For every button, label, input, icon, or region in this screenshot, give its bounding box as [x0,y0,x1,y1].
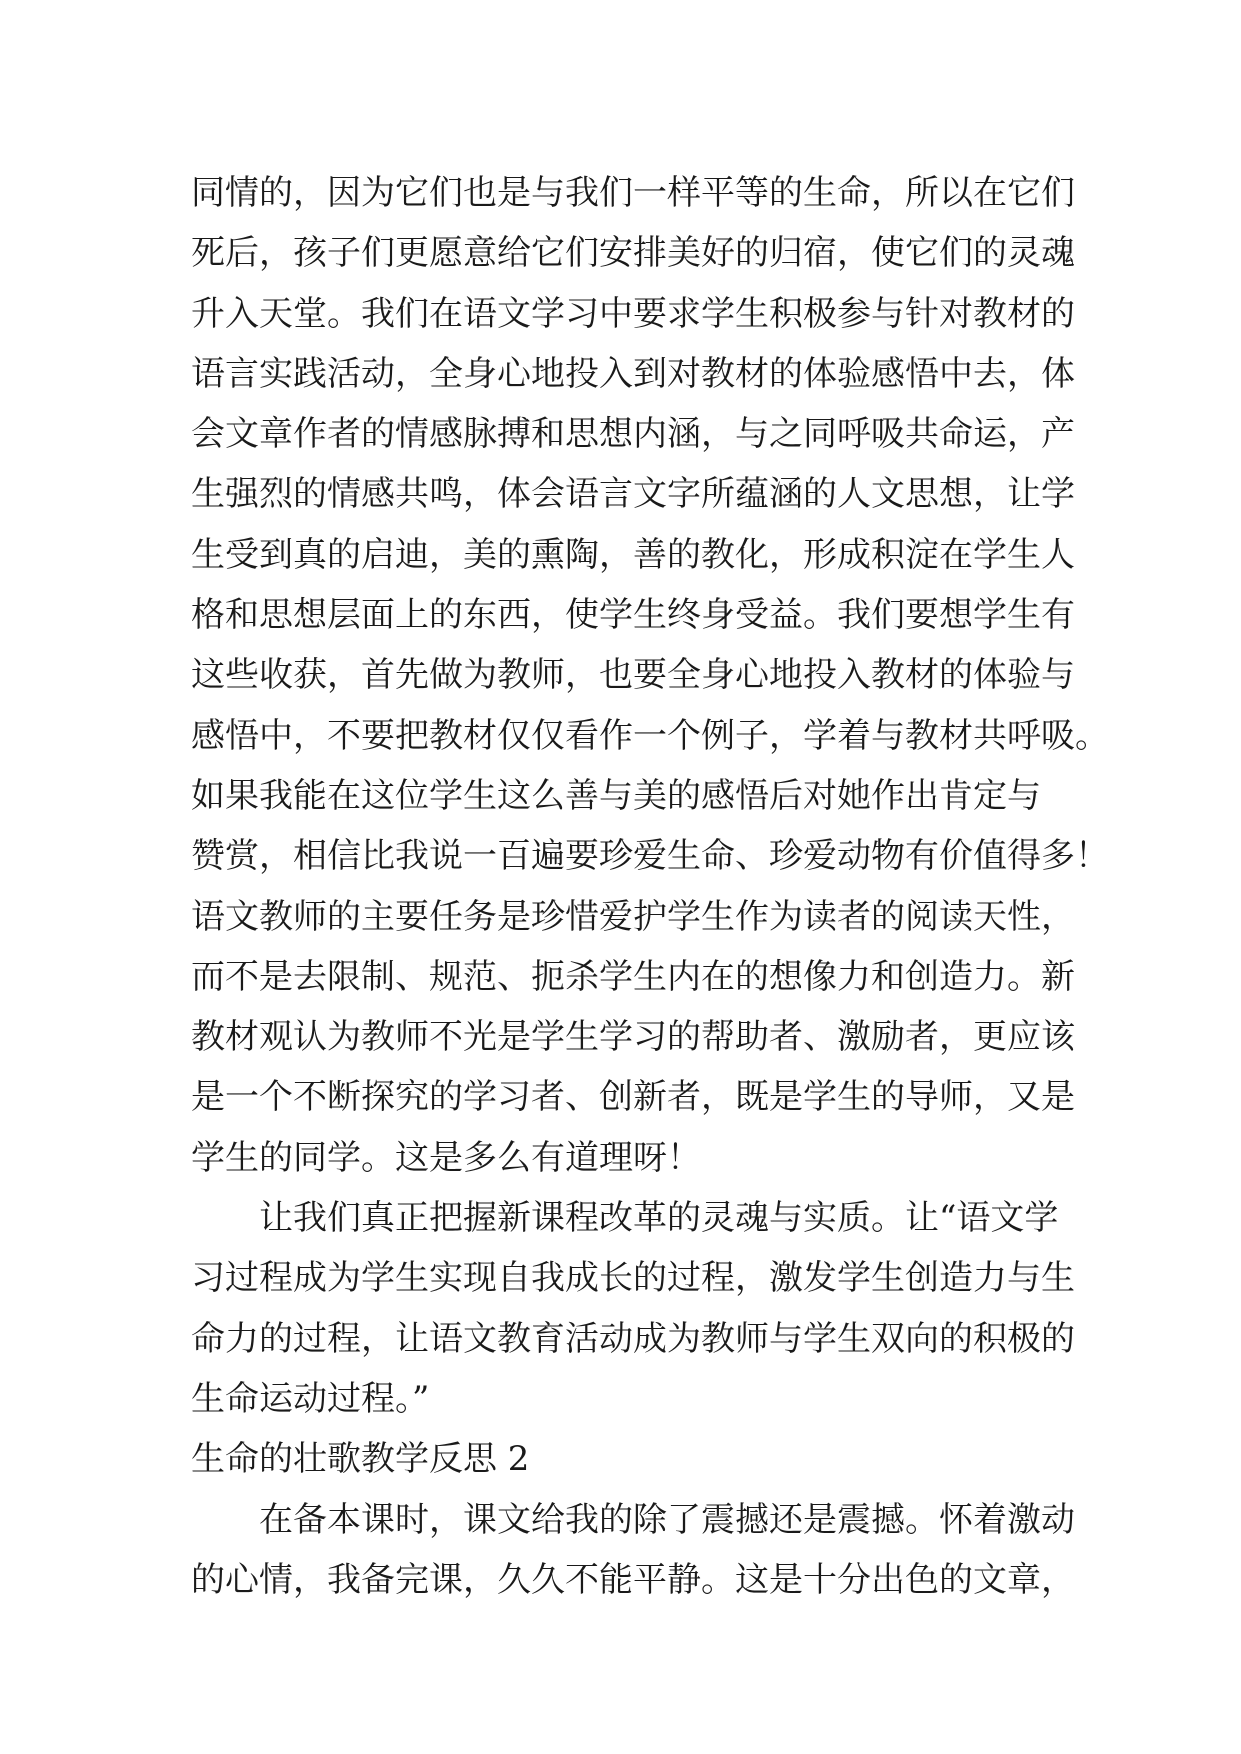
text-line: 同情的，因为它们也是与我们一样平等的生命，所以在它们 [191,173,1075,213]
text-line: 格和思想层面上的东西，使学生终身受益。我们要想学生有 [191,595,1075,636]
text-line: 是一个不断探究的学习者、创新者，既是学生的导师，又是 [191,1077,1075,1118]
text-line: 生受到真的启迪，美的熏陶，善的教化，形成积淀在学生人 [191,534,1075,575]
text-line: 会文章作者的情感脉搏和思想内涵，与之同呼吸共命运，产 [191,414,1075,455]
text-line: 而不是去限制、规范、扼杀学生内在的想像力和创造力。新 [191,956,1075,997]
text-line: 教材观认为教师不光是学生学习的帮助者、激励者，更应该 [191,1017,1075,1058]
paragraph-start-line: 让我们真正把握新课程改革的灵魂与实质。让“语文学 [259,1198,1059,1239]
text-line: 生强烈的情感共鸣，体会语言文字所蕴涵的人文思想，让学 [191,474,1075,515]
section-heading: 生命的壮歌教学反思 2 [191,1439,530,1480]
text-line: 这些收获，首先做为教师，也要全身心地投入教材的体验与 [191,655,1075,696]
text-line: 升入天堂。我们在语文学习中要求学生积极参与针对教材的 [191,293,1075,334]
text-line: 语言实践活动，全身心地投入到对教材的体验感悟中去，体 [191,353,1075,394]
text-line: 学生的同学。这是多么有道理呀！ [191,1137,701,1178]
text-line: 如果我能在这位学生这么善与美的感悟后对她作出肯定与 [191,775,1041,816]
text-line: 赞赏，相信比我说一百遍要珍爱生命、珍爱动物有价值得多！ [191,836,1109,877]
document-body [191,163,1109,1610]
text-line: 习过程成为学生实现自我成长的过程，激发学生创造力与生 [191,1258,1075,1299]
text-line: 生命运动过程。” [191,1378,430,1419]
paragraph-start-line: 在备本课时，课文给我的除了震撼还是震撼。怀着激动 [259,1499,1075,1540]
text-line: 的心情，我备完课，久久不能平静。这是十分出色的文章， [191,1559,1075,1600]
text-line: 死后，孩子们更愿意给它们安排美好的归宿，使它们的灵魂 [191,233,1075,274]
text-line: 命力的过程，让语文教育活动成为教师与学生双向的积极的 [191,1318,1075,1359]
text-line: 语文教师的主要任务是珍惜爱护学生作为读者的阅读天性， [191,896,1075,937]
text-line: 感悟中，不要把教材仅仅看作一个例子，学着与教材共呼吸。 [191,715,1109,756]
